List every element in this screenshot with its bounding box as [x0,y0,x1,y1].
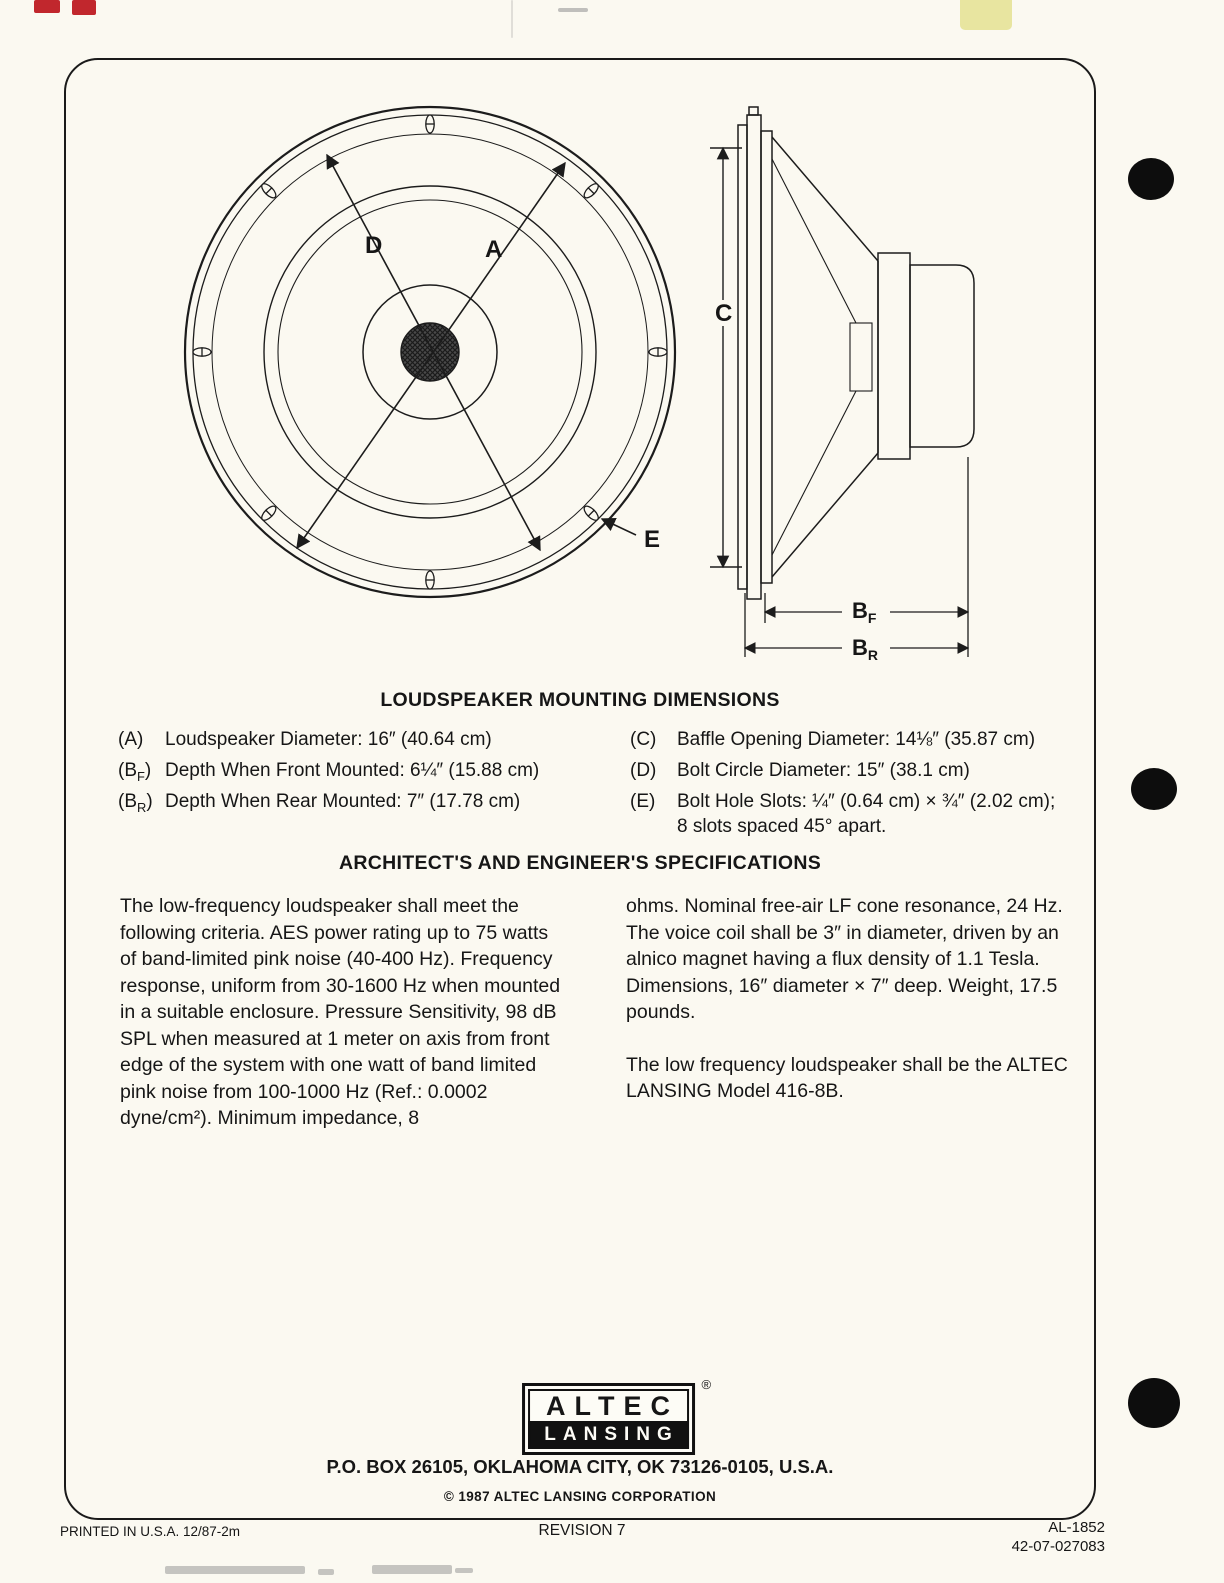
dust-cap-mesh [401,323,459,381]
dimension-item-c [630,727,1070,758]
scan-artifact-red [34,0,60,13]
dimension-key: (C) [630,729,657,750]
registered-mark: ® [701,1377,712,1392]
spec-column-2 [626,893,1078,1105]
spec-paragraph: ohms. Nominal free-air LF cone resonance, 24 Hz. The voice coil shall be 3″ in diameter, driven by an alnico magnet having a flux density of 1.1 Tesla. Dimensions, 16″ diameter × 7″ deep. Weight, 17.5 pounds. [626,895,1063,1023]
mounting-dimensions-heading: LOUDSPEAKER MOUNTING DIMENSIONS [380,689,780,711]
dimension-text: Baffle Opening Diameter: 14⅛″ (35.87 cm) [677,729,1036,750]
bolt-slot [582,504,601,523]
label-e: E [644,526,661,553]
front-view-drawing [185,107,675,597]
dimension-bf [745,457,968,657]
magnet-rear [910,265,974,447]
document-codes [1012,1518,1105,1556]
scan-artifact-red [72,0,96,15]
slot-pointer-e [602,519,636,535]
bolt-slot [259,181,278,200]
side-view-drawing [710,107,974,663]
dimension-item-a [118,727,542,758]
bolt-slot [649,348,667,357]
label-d: D [365,232,383,259]
dimension-key: (D) [630,759,657,781]
dimension-text: Depth When Front Mounted: 6¼″ (15.88 cm) [165,759,540,781]
dimension-text: Loudspeaker Diameter: 16″ (40.64 cm) [165,729,492,750]
label-c: C [715,300,733,327]
dimension-item-br [118,789,542,820]
hole-punch [1128,1378,1180,1428]
label-br: $B_R$ [852,635,879,663]
printed-in-usa: PRINTED IN U.S.A. 12/87-2m [60,1524,241,1539]
spec-paragraph: The low frequency loudspeaker shall be the ALTEC LANSING Model 416-8B. [626,1053,1068,1102]
bolt-circle-arrow-d [327,155,540,550]
label-bf: $B_F$ [852,598,877,626]
dimension-key: (A) [118,729,144,750]
logo-box [522,1383,695,1455]
magnet-front [878,253,910,459]
dimension-key: $(B_R)$ [118,790,153,815]
specifications-heading: ARCHITECT'S AND ENGINEER'S SPECIFICATIONS [338,852,822,874]
dimension-item-bf [118,758,542,789]
part-code: 42-07-027083 [1011,1538,1105,1555]
spec-column-1 [120,893,562,1132]
bolt-slot [582,181,601,200]
logo-altec-text: ALTEC [528,1389,689,1421]
loudspeaker-drawings [150,95,1010,675]
scan-artifact-gray [558,8,588,12]
dimension-key: $(B_F)$ [118,759,152,784]
dimension-text: Depth When Rear Mounted: 7″ (17.78 cm) [165,790,521,812]
dimension-text: Bolt Hole Slots: ¼″ (0.64 cm) × ¾″ (2.02 cm); 8 slots spaced 45° apart. [677,790,1056,837]
hole-punch [1128,158,1174,200]
scan-artifact-gray [455,1568,473,1573]
diameter-arrow-a [297,163,565,548]
bolt-slot [193,348,211,357]
scan-artifact-gray [318,1569,334,1575]
dimension-c [710,148,742,567]
altec-lansing-logo [522,1377,712,1455]
dimension-item-d [630,758,1070,789]
scan-artifact-yellow [960,0,1012,30]
scan-artifact-gray [165,1566,305,1574]
logo-lansing-text: LANSING [528,1421,689,1449]
dimensions-right-column [630,727,1070,839]
dimension-key: (E) [630,790,656,812]
voice-coil [850,323,872,391]
scan-artifact-gray [511,0,513,38]
bolt-slot [426,571,435,589]
bolt-slot [426,115,435,133]
revision-label: REVISION 7 [538,1522,626,1539]
company-address: P.O. BOX 26105, OKLAHOMA CITY, OK 73126-0105, U.S.A. [326,1456,834,1477]
spec-paragraph: The low-frequency loudspeaker shall meet the following criteria. AES power rating up to 75 watts of band-limited pink noise (40-400 Hz). Frequency response, uniform from 30-1600 Hz when mounted in a suitable enclosure. Pressure Sensitivity, 98 dB SPL when measured at 1 meter on axis from front edge of the system with one watt of band limited pink noise from 100-1000 Hz (Ref.: 0.0002 dyne/cm²). Minimum impedance, 8 [120,895,561,1129]
bolt-slot [259,504,278,523]
dimension-text: Bolt Circle Diameter: 15″ (38.1 cm) [677,759,970,781]
dimension-item-e [630,789,1070,839]
label-a: A [485,236,503,263]
scan-artifact-gray [372,1565,452,1574]
dimensions-left-column [118,727,542,819]
doc-code: AL-1852 [1048,1519,1105,1536]
hole-punch [1131,768,1177,810]
copyright-line: © 1987 ALTEC LANSING CORPORATION [443,1489,717,1504]
